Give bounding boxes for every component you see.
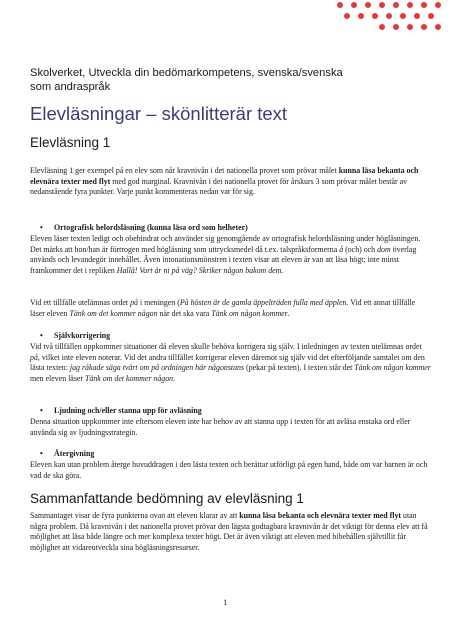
text-span: På — [179, 298, 189, 307]
bullet-item-atergivning — [40, 449, 94, 458]
text-span: i meningen ( — [138, 298, 180, 307]
bullet-label: Självkorrigering — [54, 331, 111, 340]
summary-text-bold: kunna läsa bekanta och elevnära texter med flyt — [239, 511, 402, 520]
text-span: på — [130, 298, 138, 307]
bullet2-paragraph — [30, 342, 432, 384]
document-header — [30, 67, 390, 94]
bullet-item-ljudning — [40, 406, 202, 415]
bullet-label: Ljudning och/eller stanna upp för avläsning — [54, 406, 202, 415]
text-span: på — [30, 352, 38, 362]
text-span: Tänk om någon kommer — [211, 308, 288, 318]
text-span: å — [339, 244, 344, 254]
intro-text-bold: kunna läsa bekanta och elevnära texter med flyt — [30, 166, 419, 186]
omission-paragraph — [30, 298, 432, 319]
text-span: överlag används och levandegör innehållet. Även intonationsmönstren i texten visar att eleven är van att läsa högt; inte minst framkommer det i repliken — [30, 244, 417, 275]
text-span: Eleven läser texten ledigt och obehindrat och använder sig genomgående av ortografisk helordsläsning under högläsningen. Det märks att hon/han är förtrogen med högläsning som uttrycksmedel då t.ex. talspråksformerna — [30, 234, 421, 254]
bullet-label: Återgivning — [54, 449, 95, 458]
page-number: 1 — [223, 597, 228, 607]
text-span: utan några problem. Då kravnivån i det nationella provet prövar den lägsta godtagbara kravnivån är det viktigt för denna elev att få möjlighet att läsa både längre och mer komplexa texter högt. Det är även viktigt att eleven med bibehållen självtillit får möjlighet att vidareutveckla sina högläsningsresurser. — [30, 511, 428, 552]
text-span: , vilket inte eleven noterar. Vid det andra tillfället korrigerar eleven däremot sig själv vid det efterföljande samtalet om den lästa texten: — [30, 352, 425, 373]
text-span: . — [173, 373, 176, 383]
text-span: . — [287, 308, 290, 318]
red-dots-decoration — [337, 2, 447, 30]
header-line-2: som andraspråk — [30, 80, 111, 93]
text-span: Tänk om det kommer någon — [85, 373, 174, 383]
text-span: hösten är de gamla äppelträden fulla med äpplen. — [188, 298, 349, 307]
bullet1-paragraph — [30, 234, 432, 276]
text-span: Tänk om någon kommer — [354, 363, 431, 373]
bullet-dot-icon: • — [40, 449, 43, 458]
text-span: (och) och — [343, 244, 378, 254]
bullet3-paragraph: Denna situation uppkommer inte eftersom eleven inte har behov av att stanna upp i texten för att avläsa enstaka ord eller använda sig av ljudningsstrategin. — [30, 417, 411, 437]
summary-paragraph — [30, 511, 432, 553]
text-span: (pekar på texten). I texten står det — [244, 363, 355, 373]
intro-text-a: Elevläsning 1 ger exempel på en elev som når kravnivån i det nationella provet som prövar målet — [30, 166, 337, 175]
bullet-item-ortografisk — [40, 223, 248, 232]
section-heading-sammanfattande: Sammanfattande bedömning av elevläsning 1 — [30, 491, 304, 506]
text-span: Sammantaget visar de fyra punkterna ovan att eleven klarar av att — [30, 511, 240, 520]
bullet-dot-icon: • — [40, 331, 43, 340]
text-span: jag råkade säga tvärt om på ordningen här någonstans — [69, 363, 245, 373]
text-span: Vid ett annat tillfälle läser eleven — [30, 298, 416, 318]
intro-paragraph — [30, 166, 432, 198]
text-span: Hallå! Vart är ni på väg? Skriker någon bakom dem. — [116, 265, 284, 275]
bullet4-paragraph: Eleven kan utan problem återge huvuddragen i den lästa texten och berättar utförligt på egen hand, både om var barnen är och vad de ska göra. — [30, 460, 428, 480]
header-line-1: Skolverket, Utveckla din bedömarkompetens, svenska/svenska — [30, 67, 343, 79]
page-title: Elevläsningar – skönlitterär text — [30, 103, 288, 124]
text-span: Vid ett tillfälle utelämnas ordet — [30, 298, 131, 307]
text-span: Tänk om det kommer någon — [69, 308, 158, 318]
bullet-dot-icon: • — [40, 223, 43, 232]
intro-text-c: med god marginal. Kravnivån i det nationella provet för årskurs 3 som prövar målet består av nedanstående fyra punkter. Varje punkt kommenteras nedan var för sig. — [30, 176, 408, 197]
bullet-dot-icon: • — [40, 406, 43, 415]
section-heading-elevlasning-1: Elevläsning 1 — [30, 135, 111, 150]
bullet-label: Ortografisk helordsläsning (kunna läsa ord som helheter) — [54, 223, 248, 232]
text-span: när det ska vara — [157, 308, 212, 318]
text-span: Vid två tillfällen uppkommer situationer då eleven skulle behöva korrigera sig själv. I inledningen av texten utelämnas ordet — [30, 342, 422, 351]
bullet-item-sjalvkorrigering — [40, 331, 110, 340]
text-span: men eleven läser — [30, 373, 85, 383]
text-span: dom — [377, 244, 391, 254]
